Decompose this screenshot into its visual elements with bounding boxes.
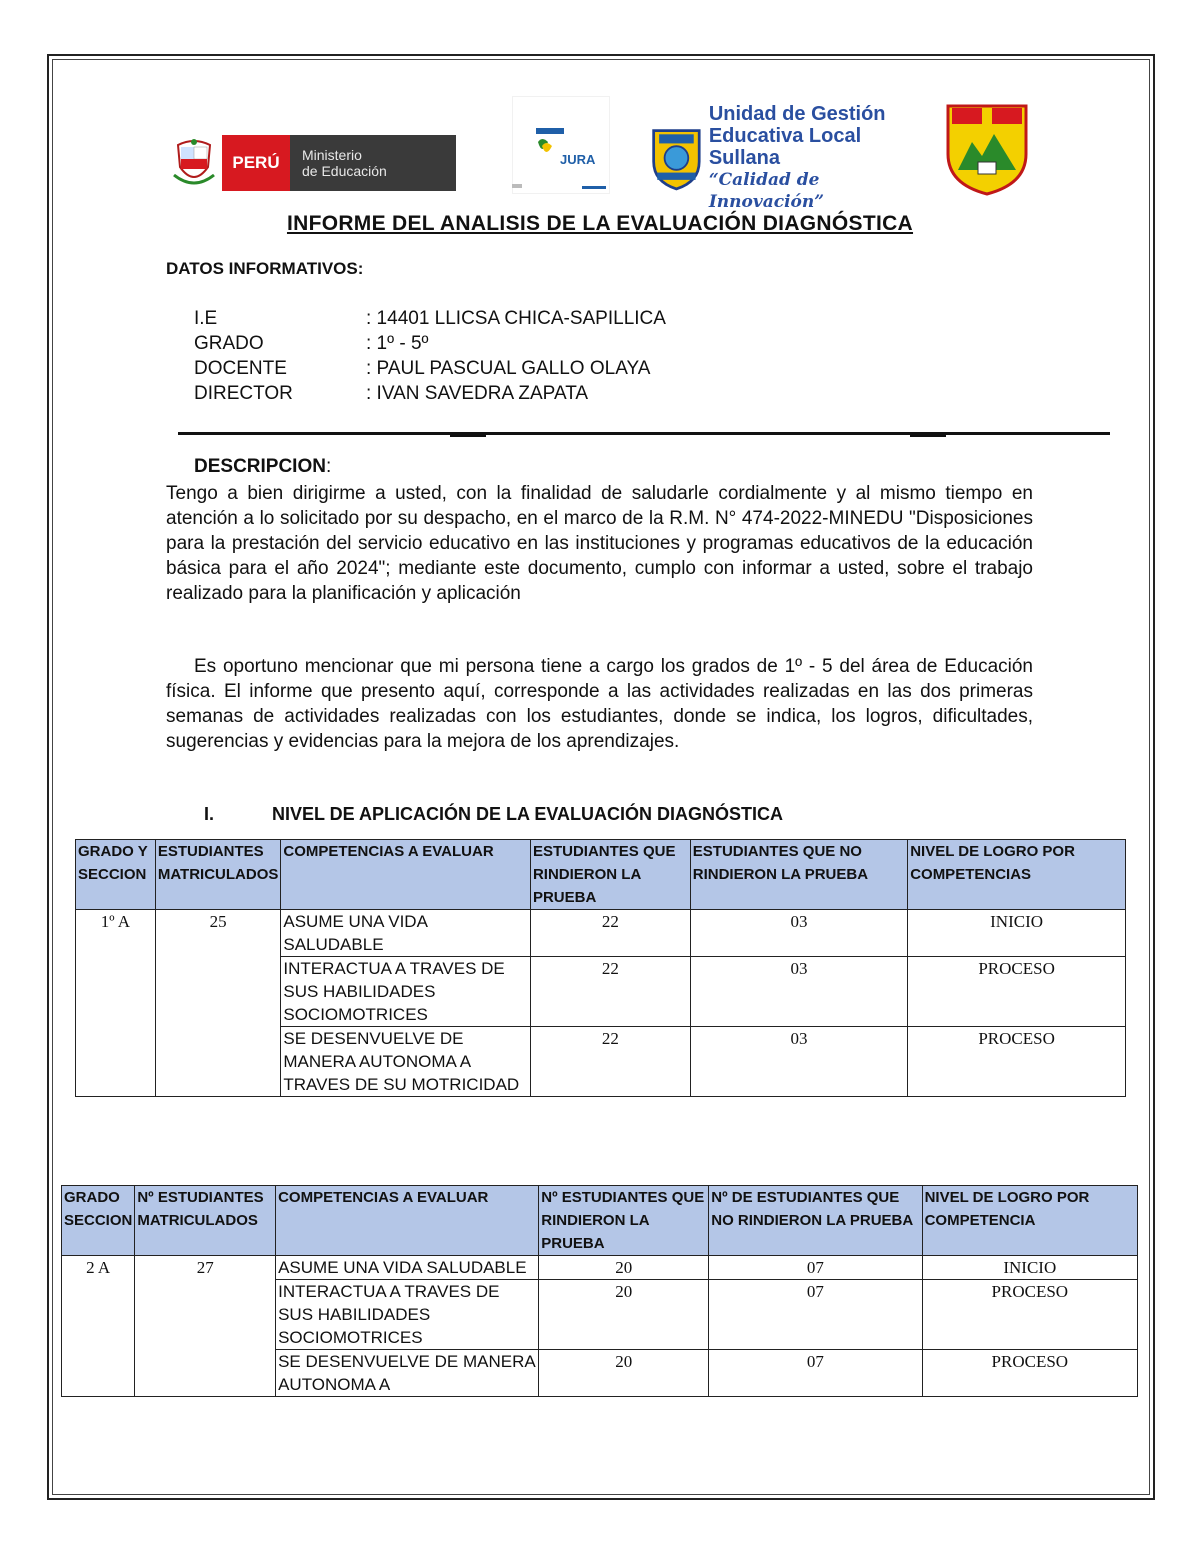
info-row-docente [194,356,666,381]
divider-accent [910,435,946,437]
table-row [76,910,1126,957]
rindieron-cell: 22 [530,1027,690,1097]
ministry-line1: Ministerio [302,147,362,163]
no-rindieron-cell: 03 [690,957,907,1027]
header-cell: COMPETENCIAS A EVALUAR [281,840,531,910]
competencia-cell: SE DESENVUELVE DE MANERA AUTONOMA A [276,1350,539,1397]
peru-crest-icon [170,135,218,191]
no-rindieron-cell: 03 [690,1027,907,1097]
grado-cell: 1º A [76,910,156,1097]
grado-cell: 2 A [62,1256,135,1397]
ugel-line1: Unidad de Gestión [708,103,886,125]
competencia-cell: SE DESENVUELVE DE MANERA AUTONOMA A TRAVES DE SU MOTRICIDAD [281,1027,531,1097]
competencia-cell: ASUME UNA VIDA SALUDABLE [276,1256,539,1280]
header-cell: COMPETENCIAS A EVALUAR [276,1186,539,1256]
paragraph-1: Tengo a bien dirigirme a usted, con la finalidad de saludarle cordialmente y al mismo tiempo en atención a lo solicitado por su despacho, en el marco de la R.M. N° 474-2022-MINEDU "Disposiciones para la prestación del servicio educativo en las instituciones y programas educativos de la educación básica para el año 2024"; mediante este documento, cumplo con informar a usted, sobre el trabajo realizado para la planificación y aplicación [166,483,1033,604]
rindieron-cell: 20 [539,1256,709,1280]
nivel-cell: INICIO [908,910,1126,957]
descripcion-label: DESCRIPCION [194,456,326,477]
results-table-2a [61,1185,1138,1397]
nivel-cell: PROCESO [908,957,1126,1027]
descripcion-heading [194,456,331,478]
info-block [194,306,666,406]
section-number: I. [204,804,215,824]
ugel-line2: Educativa Local Sullana [708,125,862,169]
info-row-director [194,381,666,406]
nivel-cell: PROCESO [922,1350,1137,1397]
divider-line [178,432,1110,435]
header-cell: ESTUDIANTES QUE RINDIERON LA PRUEBA [530,840,690,910]
jura-emblem-icon [512,96,610,194]
info-value: : IVAN SAVEDRA ZAPATA [366,383,589,404]
info-label: I.E [194,308,218,329]
table-header-row [62,1186,1138,1256]
ugel-tagline: “Calidad de Innovación” [708,170,825,212]
peru-label: PERÚ [222,135,290,191]
no-rindieron-cell: 07 [709,1256,922,1280]
ministry-label [290,135,456,191]
descripcion-colon: : [325,456,332,477]
ministry-line2: de Educación [302,163,387,179]
header-cell: NIVEL DE LOGRO POR COMPETENCIA [922,1186,1137,1256]
no-rindieron-cell: 07 [709,1280,922,1350]
matriculados-cell: 25 [155,910,281,1097]
rindieron-cell: 20 [539,1350,709,1397]
header-cell: ESTUDIANTES QUE NO RINDIERON LA PRUEBA [690,840,907,910]
header-cell: ESTUDIANTES MATRICULADOS [155,840,281,910]
header-cell: Nº DE ESTUDIANTES QUE NO RINDIERON LA PRUEBA [709,1186,922,1256]
no-rindieron-cell: 03 [690,910,907,957]
ugel-logo [650,103,920,212]
competencia-cell: ASUME UNA VIDA SALUDABLE [281,910,531,957]
jura-label: JURA [560,152,596,167]
info-row-ie [194,306,666,331]
nivel-cell: PROCESO [908,1027,1126,1097]
info-row-grado [194,331,666,356]
section-title: NIVEL DE APLICACIÓN DE LA EVALUACIÓN DIAGNÓSTICA [272,804,784,824]
header-cell: Nº ESTUDIANTES QUE RINDIERON LA PRUEBA [539,1186,709,1256]
nivel-cell: INICIO [922,1256,1137,1280]
info-label: DIRECTOR [194,383,293,404]
table-row [62,1256,1138,1280]
ugel-shield-icon [650,122,703,194]
competencia-cell: INTERACTUA A TRAVES DE SUS HABILIDADES SOCIOMOTRICES [276,1280,539,1350]
rindieron-cell: 20 [539,1280,709,1350]
datos-heading: DATOS INFORMATIVOS: [166,259,364,278]
matriculados-cell: 27 [135,1256,276,1397]
info-label: DOCENTE [194,358,287,379]
competencia-cell: INTERACTUA A TRAVES DE SUS HABILIDADES SOCIOMOTRICES [281,957,531,1027]
divider-accent [450,435,486,437]
nivel-cell: PROCESO [922,1280,1137,1350]
table-header-row [76,840,1126,910]
info-value: : PAUL PASCUAL GALLO OLAYA [366,358,651,379]
header-cell: Nº ESTUDIANTES MATRICULADOS [135,1186,276,1256]
rindieron-cell: 22 [530,957,690,1027]
jura-logo [512,96,610,194]
rindieron-cell: 22 [530,910,690,957]
header-cell: GRADO SECCION [62,1186,135,1256]
info-value: : 1º - 5º [366,333,429,354]
info-label: GRADO [194,333,264,354]
results-table-1a [75,839,1126,1097]
no-rindieron-cell: 07 [709,1350,922,1397]
section-heading [204,804,783,825]
school-crest-logo [944,98,1030,196]
header-cell: GRADO Y SECCION [76,840,156,910]
minedu-logo [170,134,456,192]
info-value: : 14401 LLICSA CHICA-SAPILLICA [366,308,666,329]
paragraph-2: Es oportuno mencionar que mi persona tiene a cargo los grados de 1º - 5 del área de Educación física. El informe que presento aquí, corresponde a las actividades realizadas en las dos primeras semanas de actividades realizadas con los estudiantes, donde se indica, los logros, dificultades, sugerencias y evidencias para la mejora de los aprendizajes. [166,656,1033,752]
header-cell: NIVEL DE LOGRO POR COMPETENCIAS [908,840,1126,910]
page-title: INFORME DEL ANALISIS DE LA EVALUACIÓN DIAGNÓSTICA [286,212,914,235]
ugel-text [709,103,920,213]
school-crest-icon [944,98,1030,196]
